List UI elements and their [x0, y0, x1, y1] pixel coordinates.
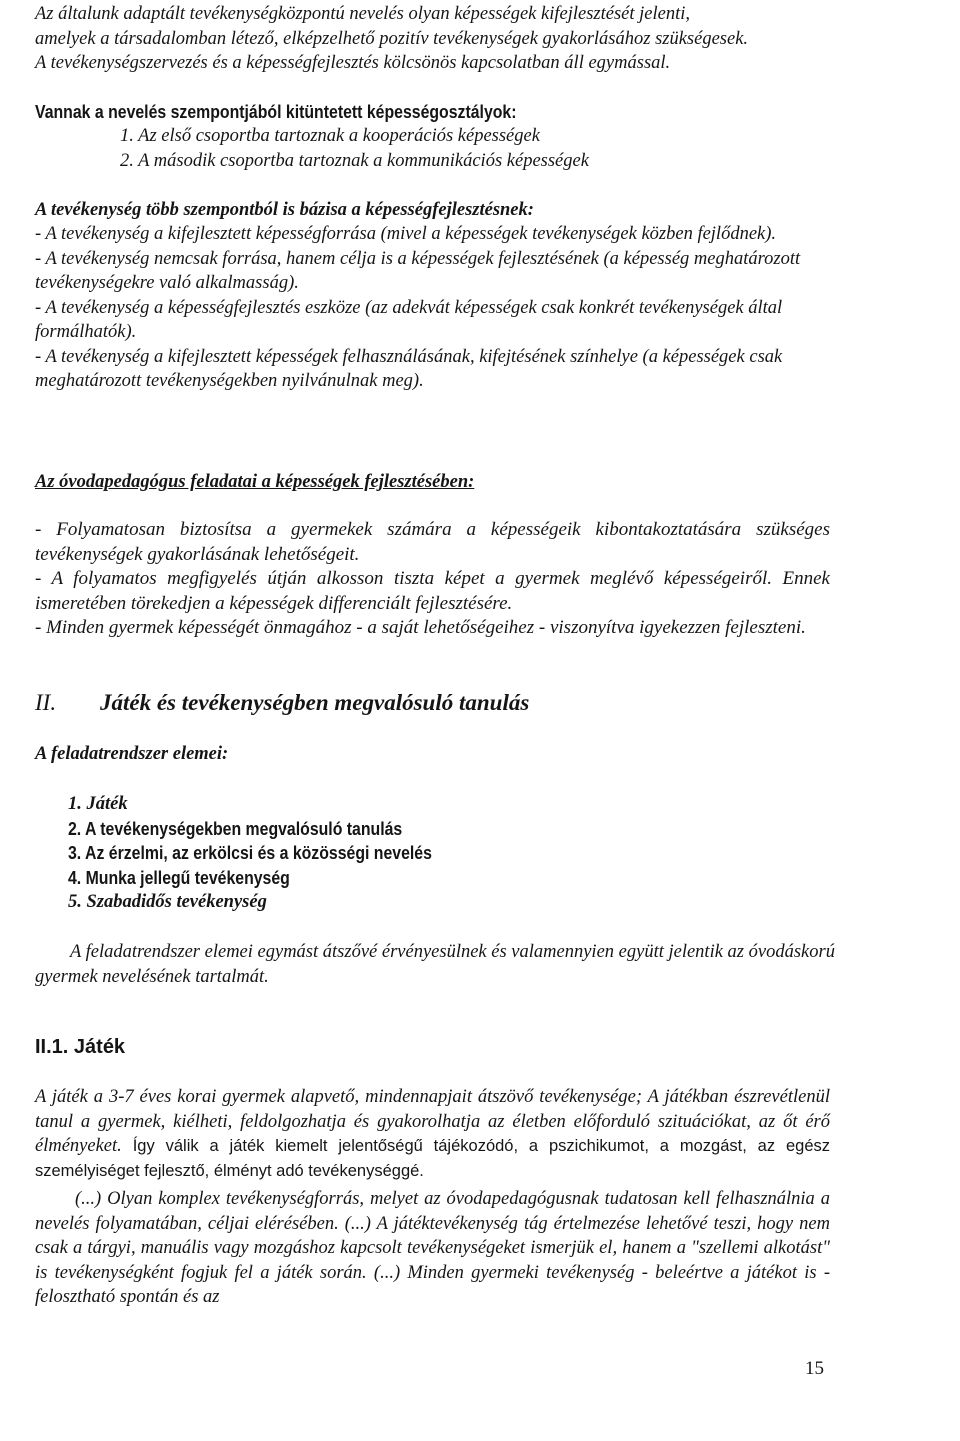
intro-paragraph: [35, 2, 845, 76]
list-item: - A tevékenység a kifejlesztett képességforrása (mivel a képességek tevékenységek közben fejlődnek).: [35, 224, 777, 244]
intro-line: amelyek a társadalomban létező, elképzelhető pozitív tevékenységek gyakorlásához szükségesek.: [35, 28, 749, 49]
list-item: - A folyamatos megfigyelés útján alkosson tiszta képet a gyermek meglévő képességeiről. Ennek ismeretében törekedjen a képességek differenciált fejlesztésére.: [35, 568, 830, 614]
tasks-list: [35, 518, 830, 641]
list-item: 2. A tevékenységekben megvalósuló tanulás: [68, 818, 403, 839]
subsection-heading: II.1. Játék: [35, 1036, 126, 1058]
abilities-heading: Vannak a nevelés szempontjából kitüntetett képességosztályok:: [35, 102, 517, 122]
list-item: - A tevékenység a kifejlesztett képességek felhasználásának, kifejtésének színhelye (a képességek csak meghatározott tevékenységekben nyilvánulnak meg).: [35, 346, 783, 391]
play-text-italic: A játék a 3-7 éves korai gyermek alapvető, mindennapjait átszövő tevékenysége; A játékban észrevétlenül tanul a gyermek, kiélheti, feldolgozhatja és gyakorolhatja az életben előforduló szituációkat, az őt érő élményeket.: [35, 1087, 830, 1156]
section-numeral: II.: [35, 690, 57, 715]
play-paragraph-2: (...) Olyan komplex tevékenységforrás, melyet az óvodapedagógusnak tudatosan kell felhasználnia a nevelés folyamatában, céljai elérésében. (...) A játéktevékenység tág értelmezése lehetővé teszi, hogy nem csak a tárgyi, manuális vagy mozgáshoz kapcsolt tevékenységeket ismerjük el, hanem a "szellemi alkotást" is tevékenységként fogjuk fel a játék során. (...) Minden gyermeki tevékenység - beleértve a játékot is -felosztható spontán és az: [35, 1189, 830, 1307]
section-heading: [35, 688, 835, 718]
list-item: 3. Az érzelmi, az erkölcsi és a közösségi nevelés: [68, 843, 432, 863]
intro-line: A tevékenységszervezés és a képességfejlesztés kölcsönös kapcsolatban áll egymással.: [35, 53, 671, 73]
list-item: - Folyamatosan biztosítsa a gyermekek számára a képességeik kibontakoztatására szükséges tevékenységek gyakorlásának lehetőségeit.: [35, 519, 830, 565]
intro-line: Az általunk adaptált tevékenységközpontú nevelés olyan képességek kifejlesztését jelenti,: [35, 4, 690, 24]
list-item: 1. Az első csoportba tartoznak a kooperációs képességek: [120, 126, 540, 146]
basis-heading: A tevékenység több szempontból is bázisa a képességfejlesztésnek:: [35, 200, 534, 220]
tasks-heading: Az óvodapedagógus feladatai a képességek fejlesztésében:: [35, 472, 475, 492]
list-item: - A tevékenység nemcsak forrása, hanem célja is a képességek fejlesztésének (a képesség meghatározott tevékenységekre való alkalmasság).: [35, 248, 801, 293]
elements-list: [68, 792, 768, 915]
list-item: - A tevékenység a képességfejlesztés eszköze (az adekvát képességek csak konkrét tevékenységek által formálhatók).: [35, 297, 783, 342]
page-number: 15: [805, 1358, 824, 1379]
play-text-sans: Így válik a játék kiemelt jelentőségű tájékozódó, a pszichikumot, a mozgást, az egész személyiséget fejlesztő, élményt adó tevékenységgé.: [35, 1137, 830, 1180]
basis-list: [35, 222, 835, 394]
list-item: 5. Szabadidős tevékenység: [68, 892, 267, 912]
section-title: Játék és tevékenységben megvalósuló tanulás: [100, 690, 530, 715]
elements-note: A feladatrendszer elemei egymást átszővé érvényesülnek és valamennyien együtt jelentik az óvodáskorú gyermek nevelésének tartalmát.: [35, 942, 835, 987]
elements-heading: A feladatrendszer elemei:: [35, 744, 229, 764]
list-item: 1. Játék: [68, 794, 128, 814]
list-item: 4. Munka jellegű tevékenység: [68, 867, 290, 888]
play-paragraph: [35, 1085, 830, 1183]
abilities-list: [120, 124, 820, 173]
list-item: 2. A második csoportba tartoznak a kommunikációs képességek: [120, 150, 589, 171]
list-item: - Minden gyermek képességét önmagához - a saját lehetőségeihez - viszonyítva igyekezzen fejleszteni.: [35, 617, 806, 638]
